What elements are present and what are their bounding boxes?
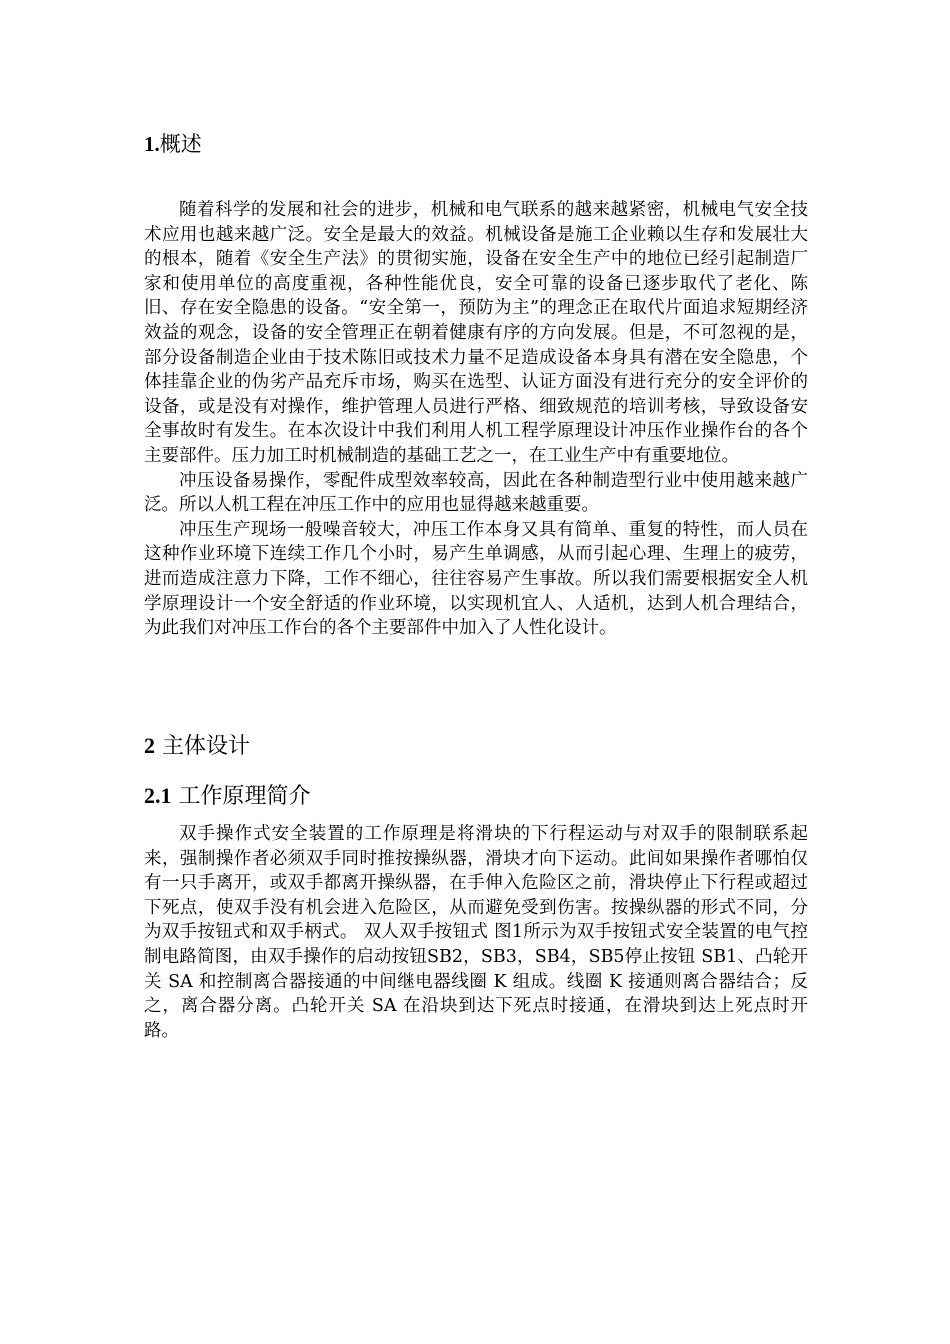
paragraph: 冲压生产现场一般噪音较大，冲压工作本身又具有简单、重复的特性，而人员在这种作业环境下连续工作几个小时，易产生单调感，从而引起心理、生理上的疲劳，进而造成注意力下降，工作不细心，往往容易产生事故。所以我们需要根据安全人机学原理设计一个安全舒适的作业环境，以实现机宜人、人适机，达到人机合理结合，为此我们对冲压工作台的各个主要部件中加入了人性化设计。: [144, 519, 808, 639]
section-2-number: 2: [144, 733, 155, 758]
paragraph: 随着科学的发展和社会的进步，机械和电气联系的越来越紧密，机械电气安全技术应用也越来越广泛。安全是最大的效益。机械设备是施工企业赖以生存和发展壮大的根本，随着《安全生产法》的贯彻实施，设备在安全生产中的地位已经引起制造厂家和使用单位的高度重视，各种性能优良，安全可靠的设备已逐步取代了老化、陈旧、存在安全隐患的设备。“安全第一，预防为主”的理念正在取代片面追求短期经济效益的观念，设备的安全管理正在朝着健康有序的方向发展。但是，不可忽视的是，部分设备制造企业由于技术陈旧或技术力量不足造成设备本身具有潜在安全隐患，个体挂靠企业的伪劣产品充斥市场，购买在选型、认证方面没有进行充分的安全评价的设备，或是没有对操作，维护管理人员进行严格、细致规范的培训考核，导致设备安全事故时有发生。在本次设计中我们利用人机工程学原理设计冲压作业操作台的各个主要部件。压力加工时机械制造的基础工艺之一，在工业生产中有重要地位。: [144, 200, 808, 466]
section-2-1-number: 2.1: [144, 783, 172, 808]
section-2-1-body: [144, 822, 808, 1043]
section-2-1-heading: [144, 779, 311, 810]
section-1-title: 概述: [159, 132, 202, 156]
paragraph: 双手操作式安全装置的工作原理是将滑块的下行程运动与对双手的限制联系起来，强制操作者必须双手同时推按操纵器，滑块才向下运动。此间如果操作者哪怕仅有一只手离开，或双手都离开操纵器，在手伸入危险区之前，滑块停止下行程或超过下死点，使双手没有机会进入危险区，从而避免受到伤害。按操纵器的形式不同，分为双手按钮式和双手柄式。 双人双手按钮式 图1所示为双手按钮式安全装置的电气控制电路简图，由双手操作的启动按钮SB2，SB3，SB4，SB5停止按钮 SB1、凸轮开关 SA 和控制离合器接通的中间继电器线圈 K 组成。线圈 K 接通则离合器结合；反之，离合器分离。凸轮开关 SA 在沿块到达下死点时接通，在滑块到达上死点时开路。: [144, 824, 808, 1041]
section-1-body: [144, 198, 808, 641]
paragraph: 冲压设备易操作，零配件成型效率较高，因此在各种制造型行业中使用越来越广泛。所以人机工程在冲压工作中的应用也显得越来越重要。: [144, 470, 808, 516]
section-2-heading: [144, 729, 250, 760]
section-2-title: 主体设计: [162, 734, 251, 759]
section-2-1-title: 工作原理简介: [178, 784, 311, 809]
section-1-number: 1.: [144, 132, 160, 156]
section-1-heading: [144, 128, 202, 158]
